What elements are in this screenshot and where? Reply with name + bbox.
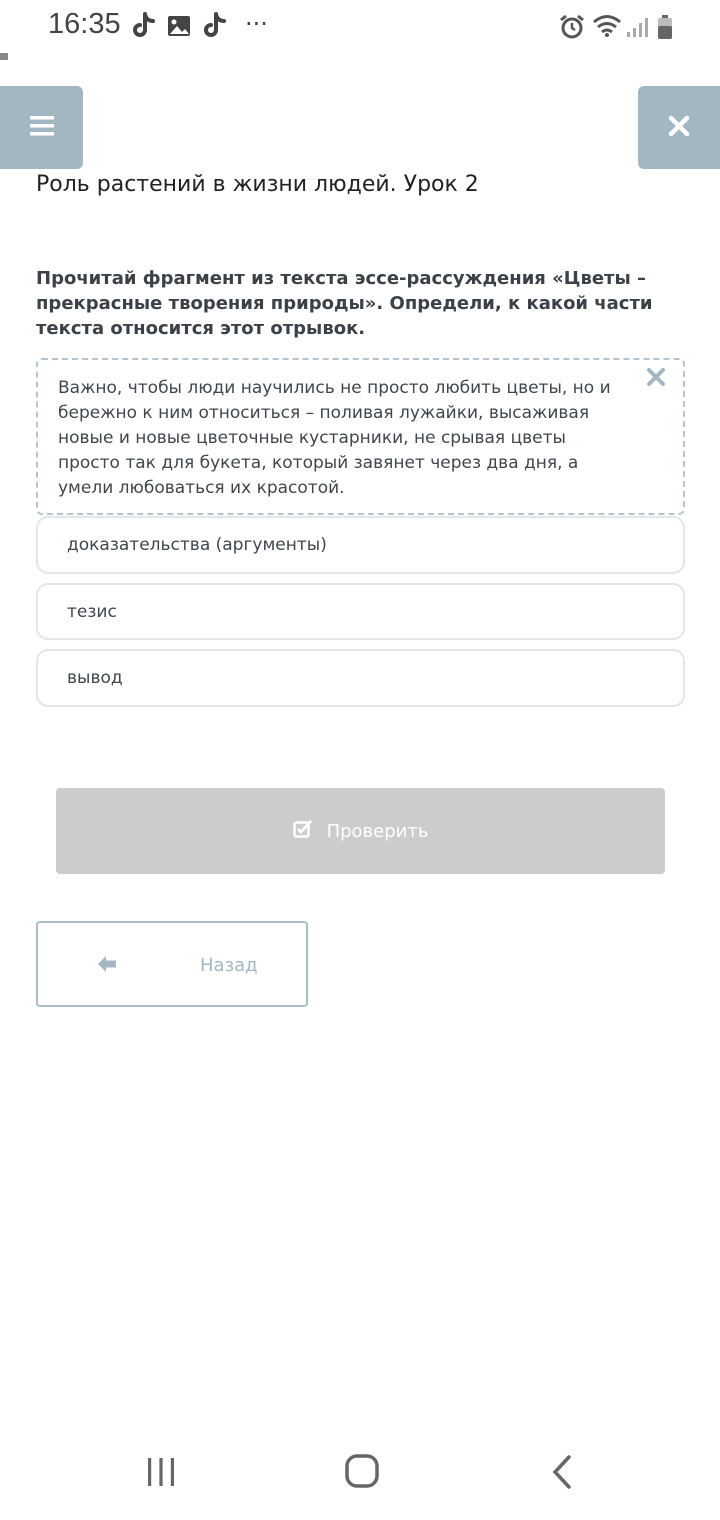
status-indicator [0, 53, 8, 60]
gallery-icon [167, 15, 191, 41]
wifi-icon [592, 14, 622, 42]
system-nav-bar [0, 1430, 720, 1520]
status-more: ··· [245, 10, 268, 38]
close-button[interactable] [638, 86, 720, 169]
signal-icon [626, 16, 648, 42]
back-button[interactable] [36, 921, 308, 1007]
back-button-label: Назад [200, 955, 258, 976]
question-text: Прочитай фрагмент из текста эссе-рассуждения «Цветы – прекрасные творения природы». Определи, к какой части текста относится этот отрывок. [36, 268, 653, 339]
alarm-icon [559, 14, 585, 44]
status-time: 16:35 [48, 8, 121, 40]
check-button[interactable] [56, 788, 665, 874]
lesson-title: Роль растений в жизни людей. Урок 2 [36, 172, 479, 197]
checkbox-icon [293, 820, 327, 843]
option-item[interactable] [36, 649, 685, 707]
answer-text: Важно, чтобы люди научились не просто любить цветы, но и бережно к ним относиться – поливая лужайки, высаживая новые и новые цветочные кустарники, не срывая цветы просто так для букета, который завянет через два дня, а умели любоваться их красотой. [58, 378, 611, 498]
check-button-label: Проверить [326, 820, 429, 842]
option-label: доказательства (аргументы) [67, 535, 327, 555]
close-icon [668, 115, 690, 141]
menu-icon [29, 115, 55, 141]
nav-back-icon[interactable] [551, 1455, 573, 1493]
home-icon[interactable] [345, 1454, 379, 1492]
tiktok-icon [203, 12, 227, 44]
battery-icon [657, 14, 673, 44]
menu-button[interactable] [0, 86, 83, 169]
status-bar [0, 0, 720, 56]
tiktok-icon [132, 12, 156, 44]
remove-answer-icon[interactable] [645, 366, 667, 392]
option-item[interactable] [36, 516, 685, 574]
option-label: вывод [67, 668, 123, 688]
answer-drop-zone[interactable] [36, 358, 685, 515]
recent-apps-icon[interactable] [146, 1457, 176, 1491]
option-item[interactable] [36, 583, 685, 640]
arrow-left-icon [96, 954, 118, 978]
option-label: тезис [67, 601, 117, 622]
